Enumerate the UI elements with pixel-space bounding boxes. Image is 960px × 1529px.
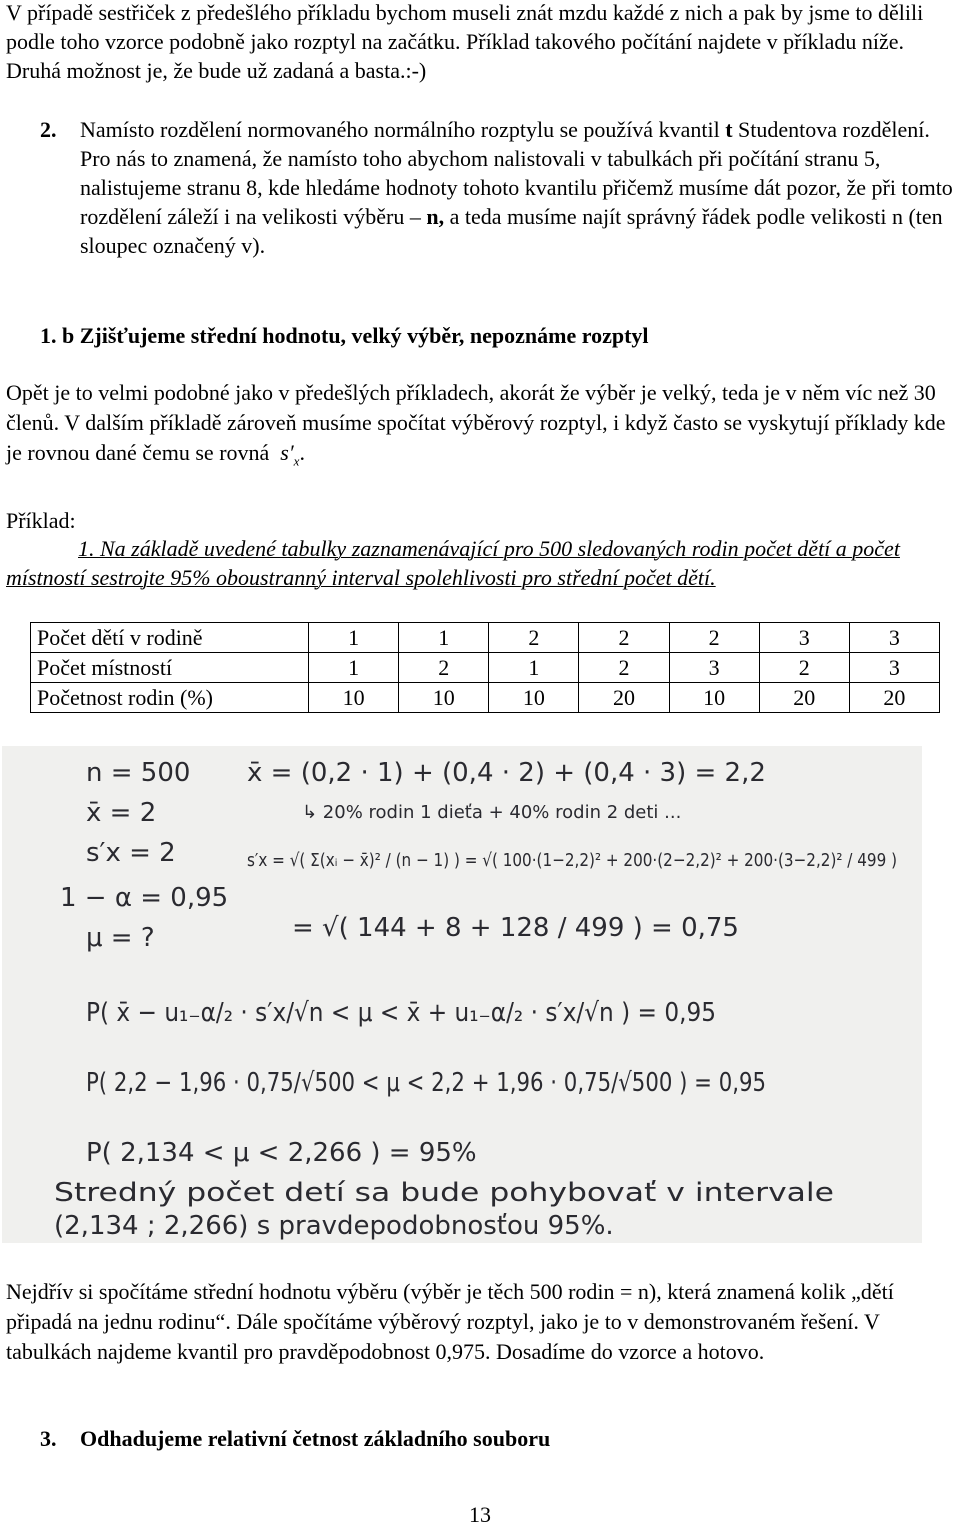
- section-1b-paragraph: Opět je to velmi podobné jako v předešlých příkladech, akorát že výběr je velký, teda je v něm víc než 30 členů. V dalším příkladě zároveň musíme spočítat výběrový rozptyl, i když často se vyskytují příklady kde je rovnou dané čemu se rovná $s'_x$.: [6, 380, 946, 469]
- hw-line-3: 1 − α = 0,95: [60, 883, 229, 913]
- table-cell: 1: [489, 653, 579, 683]
- table-cell: 2: [579, 623, 669, 653]
- table-cell: 3: [849, 653, 939, 683]
- sx-symbol: [275, 440, 300, 469]
- handwritten-solution-image: [2, 746, 922, 1243]
- table-cell: 10: [399, 683, 489, 713]
- hw-line-13: (2,134 ; 2,266) s pravdepodobnosťou 95%.: [54, 1211, 614, 1241]
- intro-paragraph: V případě sestřiček z předešlého příkladu bychom museli znát mzdu každé z nich a pak by jsme to dělili podle toho vzorce podobně jako rozptyl na začátku. Příklad takového počítání najdete v příkladu níže. Druhá možnost je, že bude už zadaná a basta.:-): [6, 0, 924, 83]
- item2-text-c: a teda musíme najít správný řádek podle velikosti n (ten sloupec označený v).: [80, 204, 943, 258]
- table-cell: 1: [309, 653, 399, 683]
- hw-line-9: P( x̄ − u₁₋α/₂ · s′x/√n < μ < x̄ + u₁₋α/₂ · s′x/√n ) = 0,95: [86, 998, 716, 1028]
- hw-line-7: s′x = √( Σ(xᵢ − x̄)² / (n − 1) ) = √( 100·(1−2,2)² + 200·(2−2,2)² + 200·(3−2,2)² / 499 ): [247, 850, 897, 871]
- data-table: [30, 622, 940, 713]
- explanation-paragraph: Nejdřív si spočítáme střední hodnotu výběru (výběr je těch 500 rodin = n), která znamená kolik „dětí připadá na jednu rodinu“. Dále spočítáme výběrový rozptyl, jako je to v demonstrovaném řešení. V tabulkách najdeme kvantil pro pravděpodobnost 0,975. Dosadíme do vzorce a hotovo.: [6, 1279, 894, 1364]
- table-cell: 10: [489, 683, 579, 713]
- table-row: [31, 653, 940, 683]
- table-cell: 10: [309, 683, 399, 713]
- table-cell: 1: [399, 623, 489, 653]
- sx-base: s′: [280, 440, 294, 465]
- hw-line-4: μ = ?: [86, 923, 155, 953]
- example-task: 1. Na základě uvedené tabulky zaznamenávající pro 500 sledovaných rodin počet dětí a počet místností sestrojte 95% oboustranný interval spolehlivosti pro střední počet dětí.: [6, 536, 900, 590]
- table-row-label: Počet místností: [31, 653, 309, 683]
- table-cell: 20: [759, 683, 849, 713]
- sx-sub: x: [293, 453, 300, 469]
- table-cell: 2: [669, 623, 759, 653]
- table-cell: 2: [579, 653, 669, 683]
- hw-line-8: = √( 144 + 8 + 128 / 499 ) = 0,75: [292, 913, 739, 943]
- table-cell: 2: [399, 653, 489, 683]
- section-1b-text: Opět je to velmi podobné jako v předešlých příkladech, akorát že výběr je velký, teda je v něm víc než 30 členů. V dalším příkladě zároveň musíme spočítat výběrový rozptyl, i když často se vyskytují příklady kde je rovnou dané čemu se rovná: [6, 380, 946, 465]
- table-cell: 10: [669, 683, 759, 713]
- section-3-number: 3.: [40, 1426, 57, 1451]
- table-cell: 3: [759, 623, 849, 653]
- section-1b-heading: 1. b Zjišťujeme střední hodnotu, velký výběr, nepoznáme rozptyl: [40, 323, 649, 348]
- page-number: 13: [469, 1502, 491, 1527]
- table-cell: 20: [849, 683, 939, 713]
- table-cell: 20: [579, 683, 669, 713]
- hw-line-5: x̄ = (0,2 · 1) + (0,4 · 2) + (0,4 · 3) = 2,2: [247, 758, 766, 788]
- hw-line-2: s′x = 2: [86, 838, 176, 868]
- item2-bold-t: t: [725, 117, 733, 142]
- item2-number: 2.: [40, 117, 57, 142]
- hw-line-12: Stredný počet detí sa bude pohybovať v intervale: [54, 1178, 834, 1208]
- table-row-label: Početnost rodin (%): [31, 683, 309, 713]
- example-label: Příklad:: [6, 508, 76, 533]
- hw-line-11: P( 2,134 < μ < 2,266 ) = 95%: [86, 1138, 477, 1168]
- table-cell: 3: [849, 623, 939, 653]
- section-3-heading: Odhadujeme relativní četnost základního souboru: [80, 1426, 551, 1451]
- item2-text-a: Namísto rozdělení normovaného normálního rozptylu se používá kvantil: [80, 117, 720, 142]
- table-cell: 2: [489, 623, 579, 653]
- table-row-label: Počet dětí v rodině: [31, 623, 309, 653]
- hw-line-6: ↳ 20% rodin 1 dieťa + 40% rodin 2 deti ...: [302, 802, 682, 823]
- handwritten-solution-drawing: [2, 746, 922, 1243]
- item2-text-b: Studentova rozdělení. Pro nás to znamená, že namísto toho abychom nalistovali v tabulkách při počítání stranu 5, nalistujeme stranu 8, kde hledáme hodnoty tohoto kvantilu přičemž musíme dát pozor, že při tomto rozdělení záleží i na velikosti výběru –: [80, 117, 953, 229]
- table-row: [31, 683, 940, 713]
- table-row: [31, 623, 940, 653]
- item2-paragraph: [80, 115, 955, 260]
- hw-line-0: n = 500: [86, 758, 191, 788]
- hw-line-10: P( 2,2 − 1,96 · 0,75/√500 < μ < 2,2 + 1,96 · 0,75/√500 ) = 0,95: [86, 1068, 766, 1098]
- hw-line-1: x̄ = 2: [86, 798, 157, 828]
- table-cell: 1: [309, 623, 399, 653]
- item2-bold-n: n,: [426, 204, 445, 229]
- table-cell: 2: [759, 653, 849, 683]
- table-cell: 3: [669, 653, 759, 683]
